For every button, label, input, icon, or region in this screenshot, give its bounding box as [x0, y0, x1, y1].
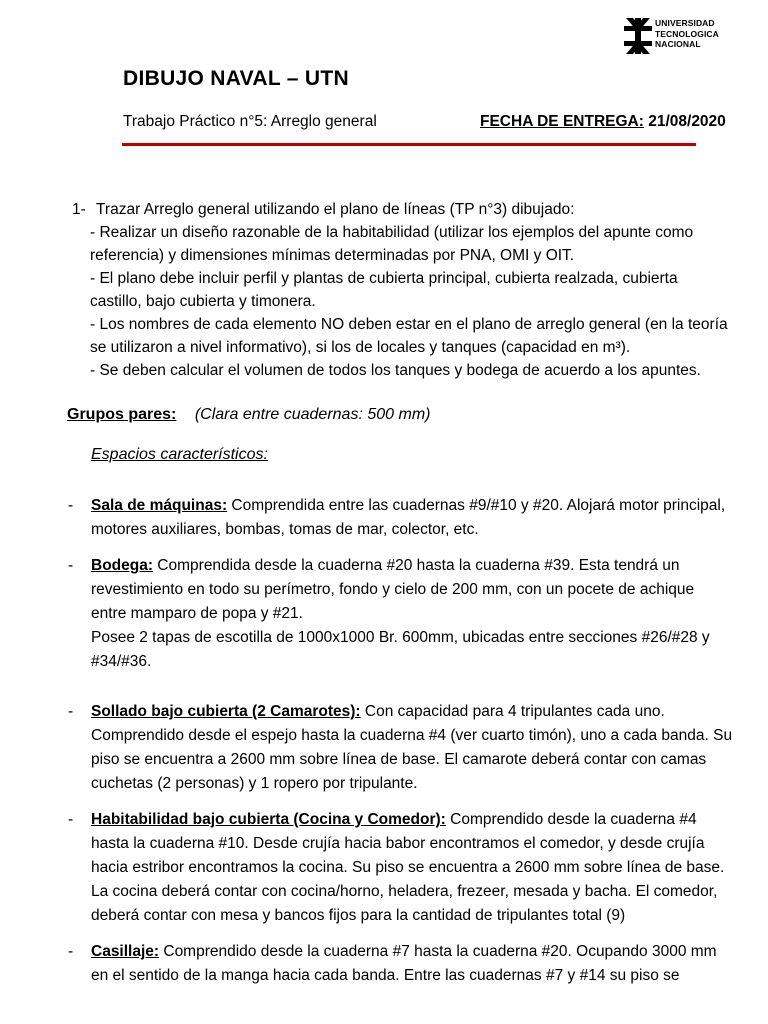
list-item-body: Con capacidad para 4 tripulantes cada uno. Comprendido desde el espejo hasta la cuaderna #4 (ver cuarto timón), uno a cada banda. Su piso se encuentra a 2600 mm sobre línea de base. El camarote deberá contar con camas cuchetas (2 personas) y 1 ropero por tripulante.	[91, 703, 733, 792]
list-item-body: Comprendido desde la cuaderna #4 hasta la cuaderna #10. Desde crujía hacia babor encontramos el comedor, y desde crujía hacia estribor encontramos la cocina. Su piso se encuentra a 2600 mm sobre línea de base. La cocina deberá contar con cocina/horno, heladera, frezeer, mesada y bacha. El comedor, deberá contar con mesa y bancos fijos para la cantidad de tripulantes total (9)	[91, 811, 725, 924]
list-item	[68, 808, 733, 928]
list-item-label: Bodega:	[91, 557, 153, 574]
list-item-text	[91, 700, 733, 796]
list-item-body: Comprendido desde la cuaderna #7 hasta la cuaderna #20. Ocupando 3000 mm en el sentido de la manga hacia cada banda. Entre las cuadernas #7 y #14 su piso se	[91, 943, 717, 984]
bullet-dash: -	[68, 557, 74, 574]
header-divider	[122, 143, 696, 146]
list-item-body: Comprendida desde la cuaderna #20 hasta la cuaderna #39. Esta tendrá un revestimiento en todo su perímetro, fondo y cielo de 200 mm, con un pocete de achique entre mamparo de popa y #21.	[91, 557, 695, 622]
due-date-value: 21/08/2020	[648, 113, 726, 130]
list-item	[68, 554, 733, 674]
assignment-subtitle: Trabajo Práctico n°5: Arreglo general	[123, 113, 377, 130]
list-item-text	[91, 554, 733, 674]
utn-logo	[624, 18, 719, 54]
list-item-text	[91, 940, 733, 988]
logo-line-3: NACIONAL	[655, 39, 701, 49]
groups-heading	[67, 406, 430, 424]
groups-note: (Clara entre cuadernas: 500 mm)	[194, 406, 431, 423]
list-item	[68, 940, 733, 988]
spaces-heading: Espacios característicos:	[91, 446, 268, 463]
bullet-dash: -	[68, 811, 74, 828]
logo-text	[655, 18, 719, 50]
task-item-1	[72, 198, 732, 382]
logo-line-1: UNIVERSIDAD	[655, 18, 715, 28]
list-item-text	[91, 808, 733, 928]
list-item-body: Comprendida entre las cuadernas #9/#10 y #20. Alojará motor principal, motores auxiliares, bombas, tomas de mar, colector, etc.	[91, 497, 726, 538]
spaces-list	[68, 494, 733, 1000]
list-item	[68, 494, 733, 542]
groups-label: Grupos pares:	[67, 406, 177, 423]
task-sub-item: - Se deben calcular el volumen de todos los tanques y bodega de acuerdo a los apuntes.	[90, 362, 701, 379]
task-sub-item: - El plano debe incluir perfil y plantas de cubierta principal, cubierta realzada, cubierta castillo, bajo cubierta y timonera.	[90, 270, 678, 310]
list-item-extra: Posee 2 tapas de escotilla de 1000x1000 Br. 600mm, ubicadas entre secciones #26/#28 y #34/#36.	[91, 629, 710, 670]
list-item-label: Sollado bajo cubierta (2 Camarotes):	[91, 703, 361, 720]
logo-line-2: TECNOLOGICA	[655, 28, 719, 39]
task-sub-item: - Realizar un diseño razonable de la habitabilidad (utilizar los ejemplos del apunte como referencia) y dimensiones mínimas determinadas por PNA, OMI y OIT.	[90, 224, 694, 264]
task-text: Trazar Arreglo general utilizando el plano de líneas (TP n°3) dibujado:	[96, 201, 575, 218]
task-number: 1-	[72, 201, 86, 218]
list-item-label: Casillaje:	[91, 943, 160, 960]
utn-logo-icon	[624, 18, 652, 54]
bullet-dash: -	[68, 497, 74, 514]
bullet-dash: -	[68, 703, 74, 720]
bullet-dash: -	[68, 943, 74, 960]
page-title: DIBUJO NAVAL – UTN	[123, 67, 349, 90]
list-item-text	[91, 494, 733, 542]
due-date-line	[480, 113, 726, 131]
task-item-1-heading	[72, 198, 732, 221]
due-date-label: FECHA DE ENTREGA:	[480, 113, 644, 130]
list-item-label: Habitabilidad bajo cubierta (Cocina y Comedor):	[91, 811, 446, 828]
list-item-label: Sala de máquinas:	[91, 497, 228, 514]
list-item	[68, 700, 733, 796]
task-sub-item: - Los nombres de cada elemento NO deben estar en el plano de arreglo general (en la teoría se utilizaron a nivel informativo), si los de locales y tanques (capacidad en m³).	[90, 316, 728, 356]
